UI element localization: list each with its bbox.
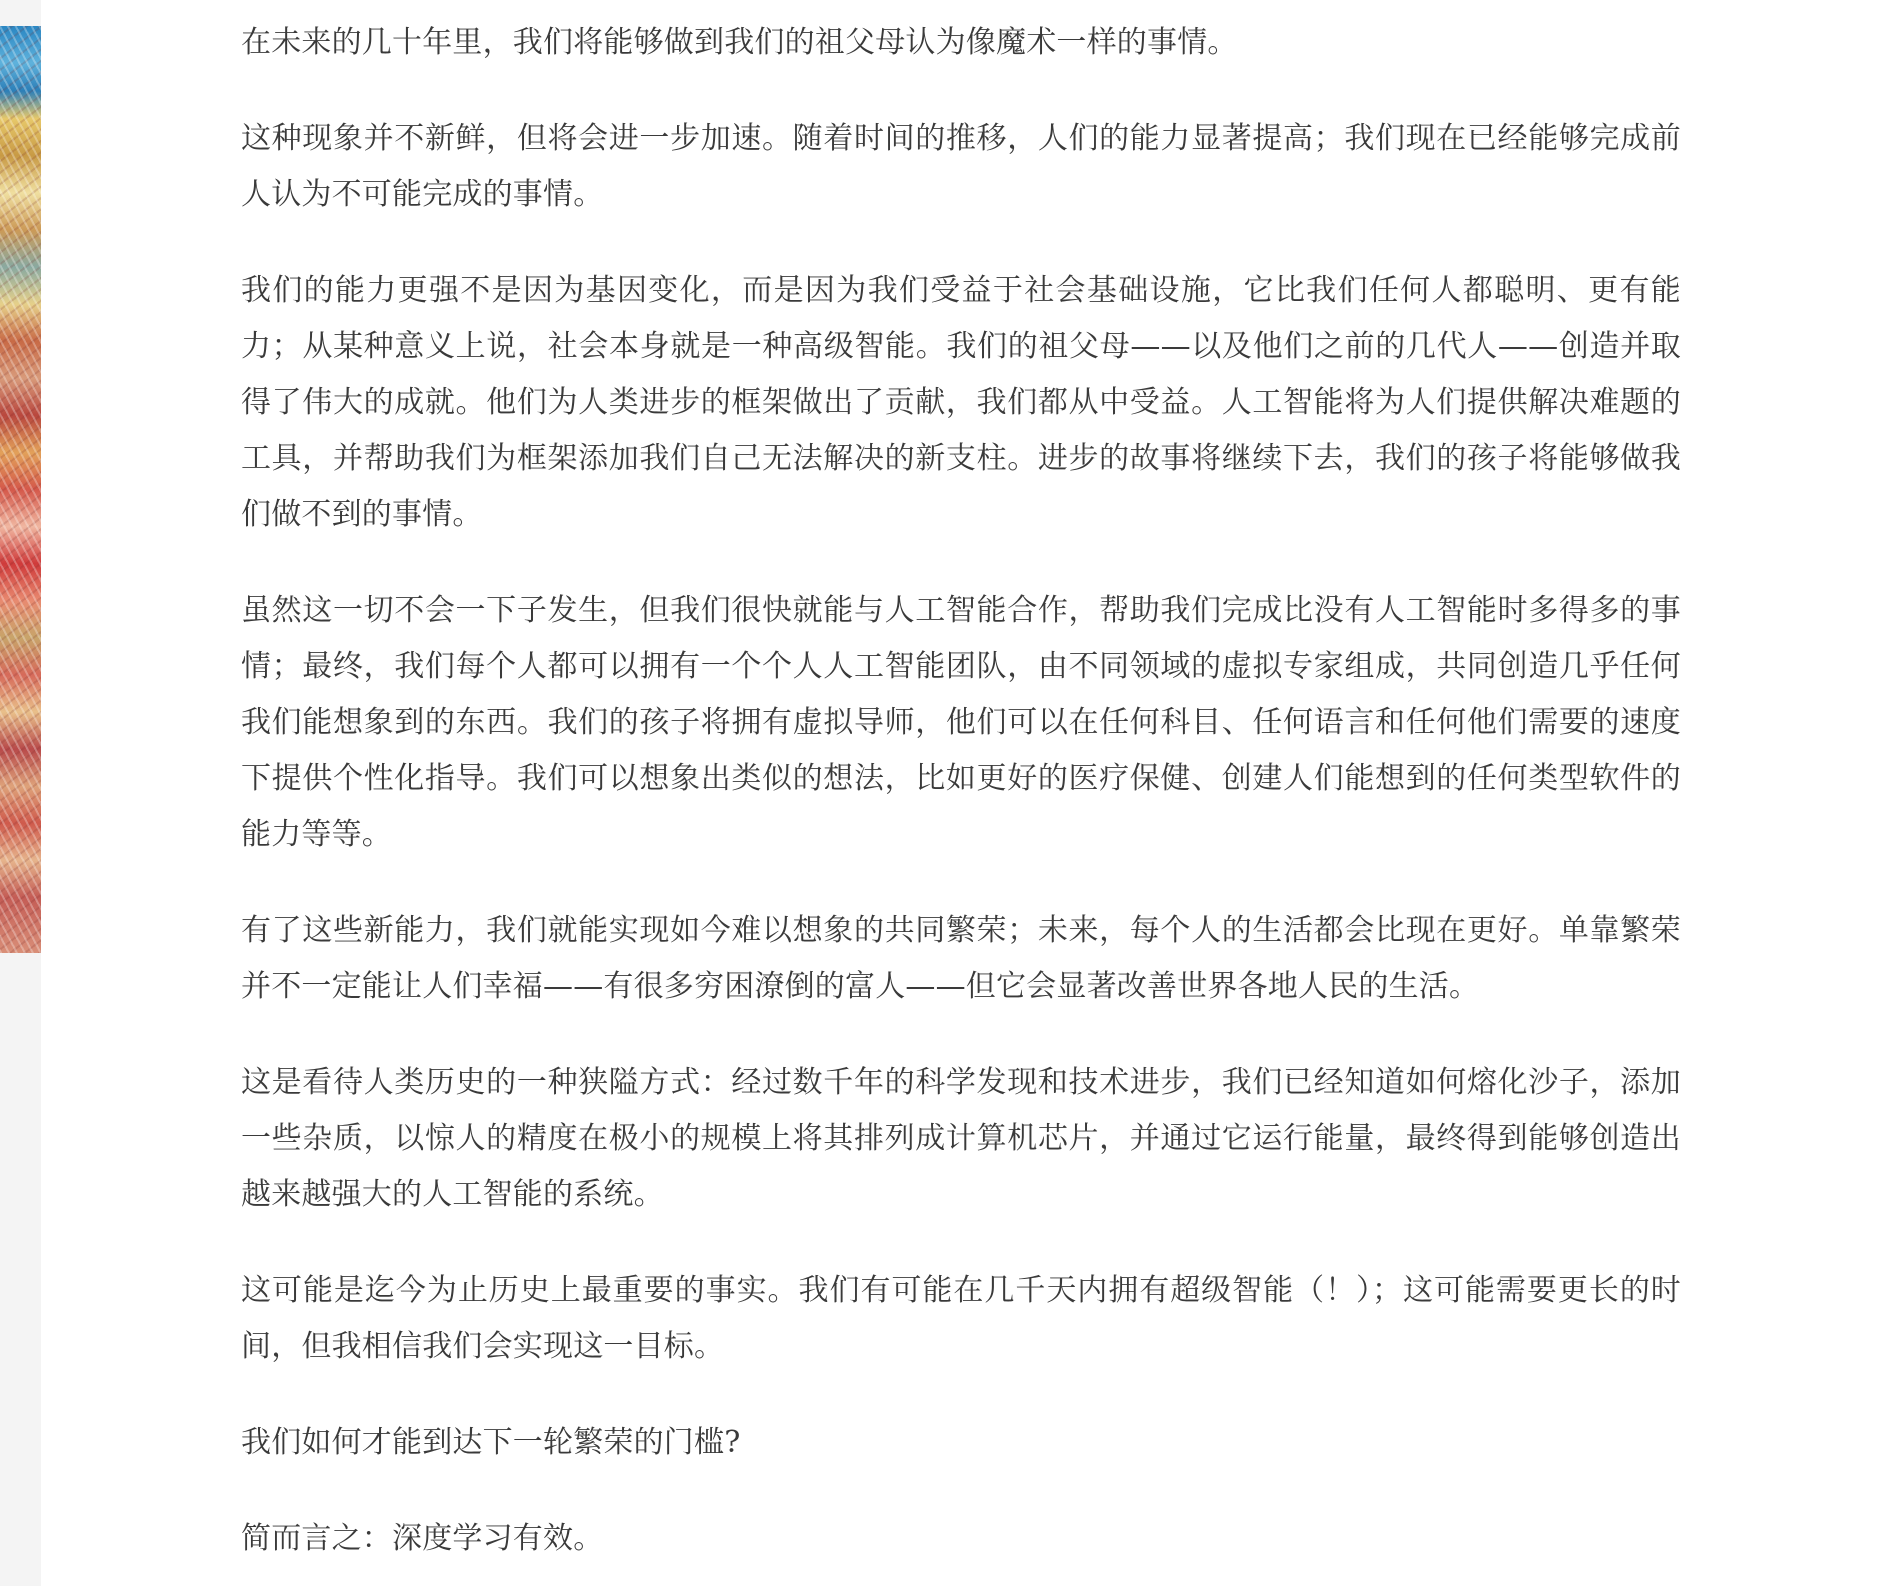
paragraph-1: 在未来的几十年里，我们将能够做到我们的祖父母认为像魔术一样的事情。 — [241, 25, 1238, 60]
paragraph-4: 虽然这一切不会一下子发生，但我们很快就能与人工智能合作，帮助我们完成比没有人工智能时多得多的事情；最终，我们每个人都可以拥有一个个人人工智能团队，由不同领域的虚拟专家组成，共同创造几乎任何我们能想象到的东西。我们的孩子将拥有虚拟导师，他们可以在任何科目、任何语言和任何他们需要的速度下提供个性化指导。我们可以想象出类似的想法，比如更好的医疗保健、创建人们能想到的任何类型软件的能力等等。 — [241, 593, 1681, 852]
paragraph-7: 这可能是迄今为止历史上最重要的事实。我们有可能在几千天内拥有超级智能（！）；这可能需要更长的时间，但我相信我们会实现这一目标。 — [241, 1273, 1681, 1364]
paragraph-5: 有了这些新能力，我们就能实现如今难以想象的共同繁荣；未来，每个人的生活都会比现在更好。单靠繁荣并不一定能让人们幸福——有很多穷困潦倒的富人——但它会显著改善世界各地人民的生活。 — [241, 913, 1681, 1004]
paragraph-3: 我们的能力更强不是因为基因变化，而是因为我们受益于社会基础设施，它比我们任何人都聪明、更有能力；从某种意义上说，社会本身就是一种高级智能。我们的祖父母——以及他们之前的几代人——创造并取得了伟大的成就。他们为人类进步的框架做出了贡献，我们都从中受益。人工智能将为人们提供解决难题的工具，并帮助我们为框架添加我们自己无法解决的新支柱。进步的故事将继续下去，我们的孩子将能够做我们做不到的事情。 — [241, 273, 1681, 532]
hero-image-edge — [0, 26, 41, 953]
paragraph-8: 我们如何才能到达下一轮繁荣的门槛? — [241, 1425, 741, 1460]
paragraph-6: 这是看待人类历史的一种狭隘方式：经过数千年的科学发现和技术进步，我们已经知道如何熔化沙子，添加一些杂质，以惊人的精度在极小的规模上将其排列成计算机芯片，并通过它运行能量，最终得到能够创造出越来越强大的人工智能的系统。 — [241, 1065, 1681, 1212]
paragraph-2: 这种现象并不新鲜，但将会进一步加速。随着时间的推移，人们的能力显著提高；我们现在已经能够完成前人认为不可能完成的事情。 — [241, 121, 1681, 212]
paragraph-9: 简而言之：深度学习有效。 — [241, 1521, 604, 1556]
